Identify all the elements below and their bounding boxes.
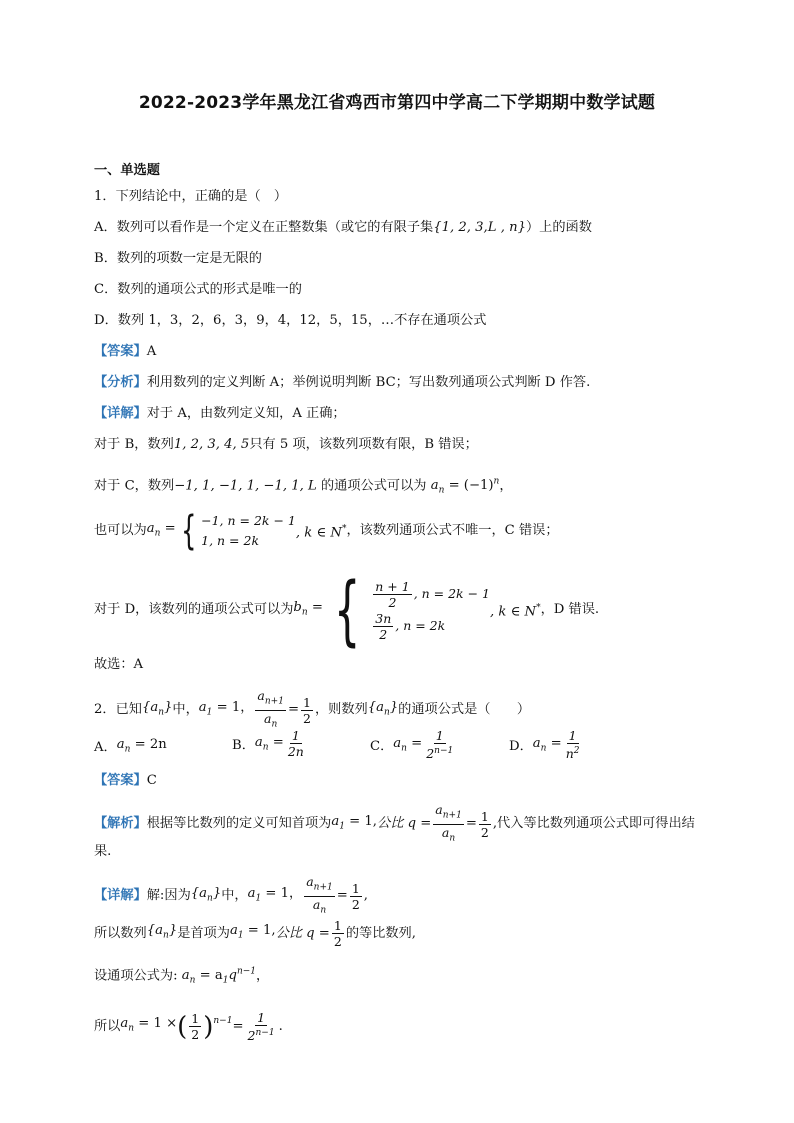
page-title: 2022-2023学年黑龙江省鸡西市第四中学高二下学期期中数学试题: [138, 93, 656, 113]
q2-analysis-cont: 果.: [94, 844, 112, 859]
q1-option-b: B．数列的项数一定是无限的: [94, 251, 262, 266]
piecewise-cases: −1, n = 2k − 1 1, n = 2k: [201, 513, 296, 548]
q2-option-c: C． $a_n$ = $\frac{1}{2^{n-1}}$: [370, 728, 454, 762]
q1-option-d: D．数列 1，3，2，6，3，9，4，12，5，15，…不存在通项公式: [94, 313, 487, 328]
q1-answer: 【答案】A: [94, 344, 157, 359]
q2-stem: 2．已知 $\{a_n\}$ 中， $a_1 = 1$， $\frac{a_{n+1}}{a_n}$ = $\frac{1}{2}$ ，则数列 $\{a_n\}$ 的通项公式是（ ）: [94, 688, 531, 729]
q2-option-b: B． $a_n$ = $\frac{1}{2n}$: [232, 728, 304, 759]
q2-detail-2: 所以数列 $\{a_n\}$ 是首项为 $a_1 = 1$, 公比 q = $\frac{1}{2}$ 的等比数列,: [94, 918, 416, 949]
q1-detail-d: 对于 D，该数列的通项公式可以为 $b_n$ = { $\frac{n + 1}{2}$ , n = 2k − 1 $\frac{3n}{2}$ , n = 2k , k ∈ N* ，D 错误.: [94, 565, 600, 654]
q1-detail-c: 对于 C，数列−1, 1, −1, 1, −1, 1, L 的通项公式可以为 $a_n = (-1)^n$，: [94, 477, 513, 497]
q2-detail-4: 所以 $a_n = 1$ × ( $\frac{1}{2}$ ) $^{n-1}$ = $\frac{1}{2^{n-1}}$ .: [94, 1010, 283, 1044]
q2-option-a: A． $a_n = 2n$: [94, 736, 167, 755]
q1-detail-c2: 也可以为 $a_n$ = { −1, n = 2k − 1 1, n = 2k , k ∈ N* ，该数列通项公式不唯一，C 错误；: [94, 508, 559, 554]
q2-answer: 【答案】C: [94, 773, 157, 788]
q1-detail-a: 【详解】对于 A，由数列定义知，A 正确；: [94, 406, 346, 421]
left-brace-large: {: [333, 565, 361, 654]
q2-detail-1: 【详解】 解:因为 $\{a_n\}$ 中， $a_1 = 1$， $\frac{a_{n+1}}{a_n}$ = $\frac{1}{2}$ ,: [94, 874, 368, 915]
q1-stem: 1．下列结论中，正确的是（ ）: [94, 189, 288, 204]
q2-option-d: D． $a_n$ = $\frac{1}{n^2}$: [509, 728, 580, 762]
section-heading: 一、单选题: [94, 163, 160, 178]
left-brace: {: [180, 508, 197, 554]
q1-option-c: C．数列的通项公式的形式是唯一的: [94, 282, 302, 297]
q2-analysis: 【解析】 根据等比数列的定义可知首项为 $a_1 = 1$, 公比 q = $\frac{a_{n+1}}{a_n}$ = $\frac{1}{2}$ ,代入等比数列通项公式即可得出结: [94, 802, 695, 843]
q1-option-a: A．数列可以看作是一个定义在正整数集（或它的有限子集{1, 2, 3,L , n}）上的函数: [94, 220, 592, 235]
q1-analysis: 【分析】利用数列的定义判断 A；举例说明判断 BC；写出数列通项公式判断 D 作答.: [94, 375, 591, 390]
piecewise-cases-d: $\frac{n + 1}{2}$ , n = 2k − 1 $\frac{3n}{2}$ , n = 2k: [375, 578, 491, 642]
q1-detail-b: 对于 B，数列1, 2, 3, 4, 5只有 5 项，该数列项数有限，B 错误；: [94, 437, 478, 452]
q1-choose: 故选：A: [94, 657, 144, 672]
q2-detail-3: 设通项公式为: $a_n = a_1q^{n-1}$，: [94, 967, 270, 987]
